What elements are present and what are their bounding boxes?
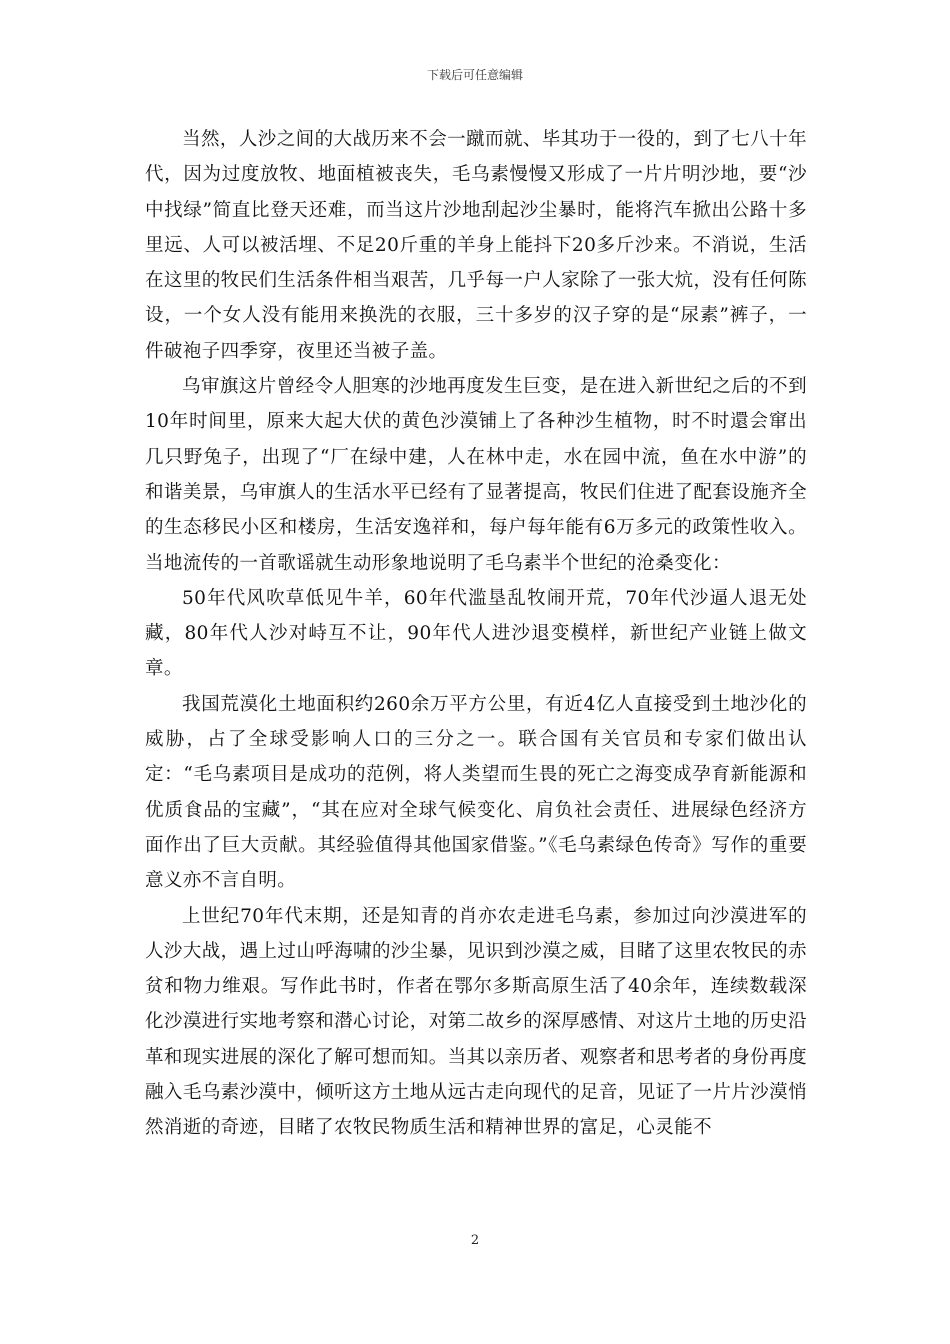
paragraph-2: 乌审旗这片曾经令人胆寒的沙地再度发生巨变，是在进入新世纪之后的不到10年时间里，原来大起大伏的黄色沙漠铺上了各种沙生植物，时不时還会窜出几只野兔子，出现了“厂在绿中建，人在林中走，水在园中流，鱼在水中游”的和谐美景，乌审旗人的生活水平已经有了显著提高，牧民们住进了配套设施齐全的生态移民小区和楼房，生活安逸祥和，每户每年能有6万多元的政策性收入。当地流传的一首歌谣就生动形象地说明了毛乌素半个世纪的沧桑变化： bbox=[145, 376, 807, 574]
page-header: 下载后可任意编辑 bbox=[426, 68, 523, 82]
document-body bbox=[145, 122, 807, 1146]
paragraph-4: 我国荒漠化土地面积约260余万平方公里，有近4亿人直接受到土地沙化的威胁，占了全球受影响人口的三分之一。联合国有关官员和专家们做出认定：“毛乌素项目是成功的范例，将人类望而生畏的死亡之海变成孕育新能源和优质食品的宝藏”，“其在应对全球气候变化、肩负社会责任、进展绿色经济方面作出了巨大贡献。其经验值得其他国家借鉴。”《毛乌素绿色传奇》写作的重要意义亦不言自明。 bbox=[145, 693, 807, 892]
paragraph-3: 50年代风吹草低见牛羊，60年代滥垦乱牧闹开荒，70年代沙逼人退无处藏，80年代人沙对峙互不让，90年代人进沙退变模样，新世纪产业链上做文章。 bbox=[145, 587, 807, 680]
paragraph-1: 当然，人沙之间的大战历来不会一蹴而就、毕其功于一役的，到了七八十年代，因为过度放牧、地面植被丧失，毛乌素慢慢又形成了一片片明沙地，要“沙中找绿”简直比登天还难，而当这片沙地刮起沙尘暴时，能将汽车掀出公路十多里远、人可以被活埋、不足20斤重的羊身上能抖下20多斤沙来。不消说，生活在这里的牧民们生活条件相当艰苦，几乎每一户人家除了一张大炕，没有任何陈设，一个女人没有能用来换洗的衣服，三十多岁的汉子穿的是“尿素”裤子，一件破袍子四季穿，夜里还当被子盖。 bbox=[145, 129, 807, 362]
paragraph-5: 上世纪70年代末期，还是知青的肖亦农走进毛乌素，参加过向沙漠进军的人沙大战，遇上过山呼海啸的沙尘暴，见识到沙漠之威，目睹了这里农牧民的赤贫和物力维艰。写作此书时，作者在鄂尔多斯高原生活了40余年，连续数载深化沙漠进行实地考察和潜心讨论，对第二故乡的深厚感情、对这片土地的历史沿革和现实进展的深化了解可想而知。当其以亲历者、观察者和思考者的身份再度融入毛乌素沙漠中，倾听这方土地从远古走向现代的足音，见证了一片片沙漠悄然消逝的奇迹，目睹了农牧民物质生活和精神世界的富足，心灵能不 bbox=[145, 905, 807, 1139]
page-number: 2 bbox=[470, 1233, 480, 1248]
